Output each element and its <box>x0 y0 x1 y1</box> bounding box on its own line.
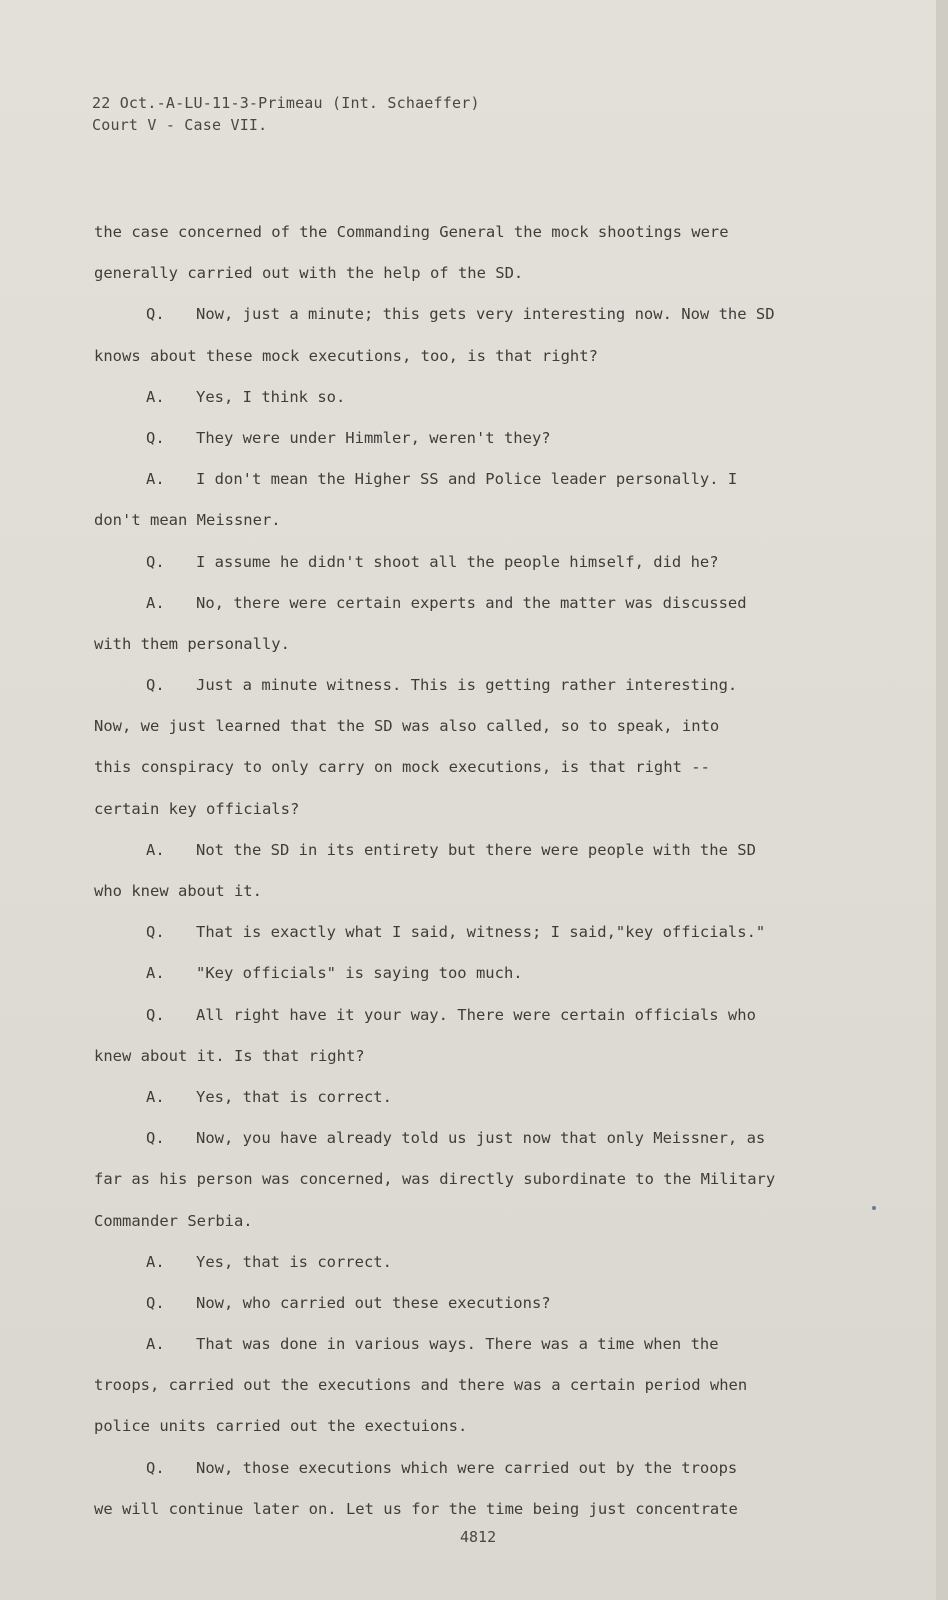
speaker-label: A. <box>146 1252 165 1271</box>
line-text: knows about these mock executions, too, is that right? <box>94 346 598 365</box>
transcript-line <box>94 1242 834 1283</box>
transcript-line <box>94 1365 834 1406</box>
speaker-label: A. <box>146 1087 165 1106</box>
line-text: I don't mean the Higher SS and Police leader personally. I <box>196 470 738 489</box>
line-text: Not the SD in its entirety but there were people with the SD <box>196 840 756 859</box>
paper-edge <box>936 0 948 1600</box>
line-text: Yes, that is correct. <box>196 1252 392 1271</box>
line-text: I assume he didn't shoot all the people himself, did he? <box>196 552 719 571</box>
line-text: far as his person was concerned, was directly subordinate to the Military <box>94 1170 776 1189</box>
ink-speck <box>872 1206 876 1210</box>
speaker-label: Q. <box>146 1129 165 1148</box>
line-text: we will continue later on. Let us for the time being just concentrate <box>94 1499 738 1518</box>
line-text: No, there were certain experts and the matter was discussed <box>196 593 747 612</box>
speaker-label: A. <box>146 470 165 489</box>
transcript-line <box>94 583 834 624</box>
page-number: 4812 <box>460 1528 497 1546</box>
transcript-body <box>94 212 834 1530</box>
line-text: generally carried out with the help of the SD. <box>94 264 524 283</box>
document-header <box>92 92 480 136</box>
line-text: don't mean Meissner. <box>94 511 281 530</box>
transcript-line <box>94 706 834 747</box>
line-text: Just a minute witness. This is getting rather interesting. <box>196 676 738 695</box>
line-text: "Key officials" is saying too much. <box>196 964 523 983</box>
transcript-line <box>94 459 834 500</box>
transcript-line <box>94 665 834 706</box>
line-text: That was done in various ways. There was a time when the <box>196 1335 719 1354</box>
line-text: police units carried out the exectuions. <box>94 1417 468 1436</box>
speaker-label: A. <box>146 593 165 612</box>
transcript-line <box>94 830 834 871</box>
header-court-case: Court V - Case VII. <box>92 116 268 134</box>
transcript-line <box>94 1406 834 1447</box>
transcript-line <box>94 1489 834 1530</box>
speaker-label: Q. <box>146 923 165 942</box>
transcript-line <box>94 377 834 418</box>
transcript-line <box>94 1448 834 1489</box>
transcript-line <box>94 253 834 294</box>
transcript-line <box>94 789 834 830</box>
transcript-line <box>94 871 834 912</box>
speaker-label: Q. <box>146 676 165 695</box>
line-text: knew about it. Is that right? <box>94 1046 365 1065</box>
line-text: the case concerned of the Commanding General the mock shootings were <box>94 223 729 241</box>
speaker-label: A. <box>146 964 165 983</box>
transcript-line <box>94 418 834 459</box>
transcript-line <box>94 1118 834 1159</box>
transcript-line <box>94 212 834 253</box>
transcript-line <box>94 500 834 541</box>
transcript-line <box>94 1159 834 1200</box>
speaker-label: Q. <box>146 428 165 447</box>
transcript-line <box>94 912 834 953</box>
transcript-line <box>94 995 834 1036</box>
line-text: They were under Himmler, weren't they? <box>196 428 551 447</box>
line-text: Yes, that is correct. <box>196 1087 392 1106</box>
line-text: Now, we just learned that the SD was also called, so to speak, into <box>94 717 720 736</box>
speaker-label: Q. <box>146 552 165 571</box>
transcript-line <box>94 294 834 335</box>
line-text: this conspiracy to only carry on mock executions, is that right -- <box>94 758 710 777</box>
speaker-label: A. <box>146 387 165 406</box>
transcript-line <box>94 624 834 665</box>
transcript-line <box>94 542 834 583</box>
transcript-line <box>94 1077 834 1118</box>
speaker-label: Q. <box>146 1458 165 1477</box>
transcript-line <box>94 1201 834 1242</box>
line-text: All right have it your way. There were certain officials who <box>196 1005 756 1024</box>
transcript-line <box>94 1036 834 1077</box>
line-text: Now, those executions which were carried out by the troops <box>196 1458 738 1477</box>
header-reference: 22 Oct.-A-LU-11-3-Primeau (Int. Schaeffer) <box>92 94 480 112</box>
transcript-line <box>94 747 834 788</box>
line-text: Now, who carried out these executions? <box>196 1293 551 1312</box>
transcript-line <box>94 1324 834 1365</box>
line-text: That is exactly what I said, witness; I said,"key officials." <box>196 923 766 942</box>
line-text: Now, just a minute; this gets very interesting now. Now the SD <box>196 305 775 324</box>
line-text: Now, you have already told us just now that only Meissner, as <box>196 1129 766 1148</box>
speaker-label: A. <box>146 840 165 859</box>
transcript-line <box>94 953 834 994</box>
line-text: Yes, I think so. <box>196 387 346 406</box>
line-text: certain key officials? <box>94 799 300 818</box>
line-text: Commander Serbia. <box>94 1211 253 1230</box>
speaker-label: Q. <box>146 1005 165 1024</box>
transcript-line <box>94 336 834 377</box>
line-text: who knew about it. <box>94 882 262 900</box>
speaker-label: A. <box>146 1335 165 1354</box>
speaker-label: Q. <box>146 305 165 324</box>
line-text: troops, carried out the executions and there was a certain period when <box>94 1376 748 1395</box>
transcript-line <box>94 1283 834 1324</box>
speaker-label: Q. <box>146 1293 165 1312</box>
line-text: with them personally. <box>94 634 290 653</box>
